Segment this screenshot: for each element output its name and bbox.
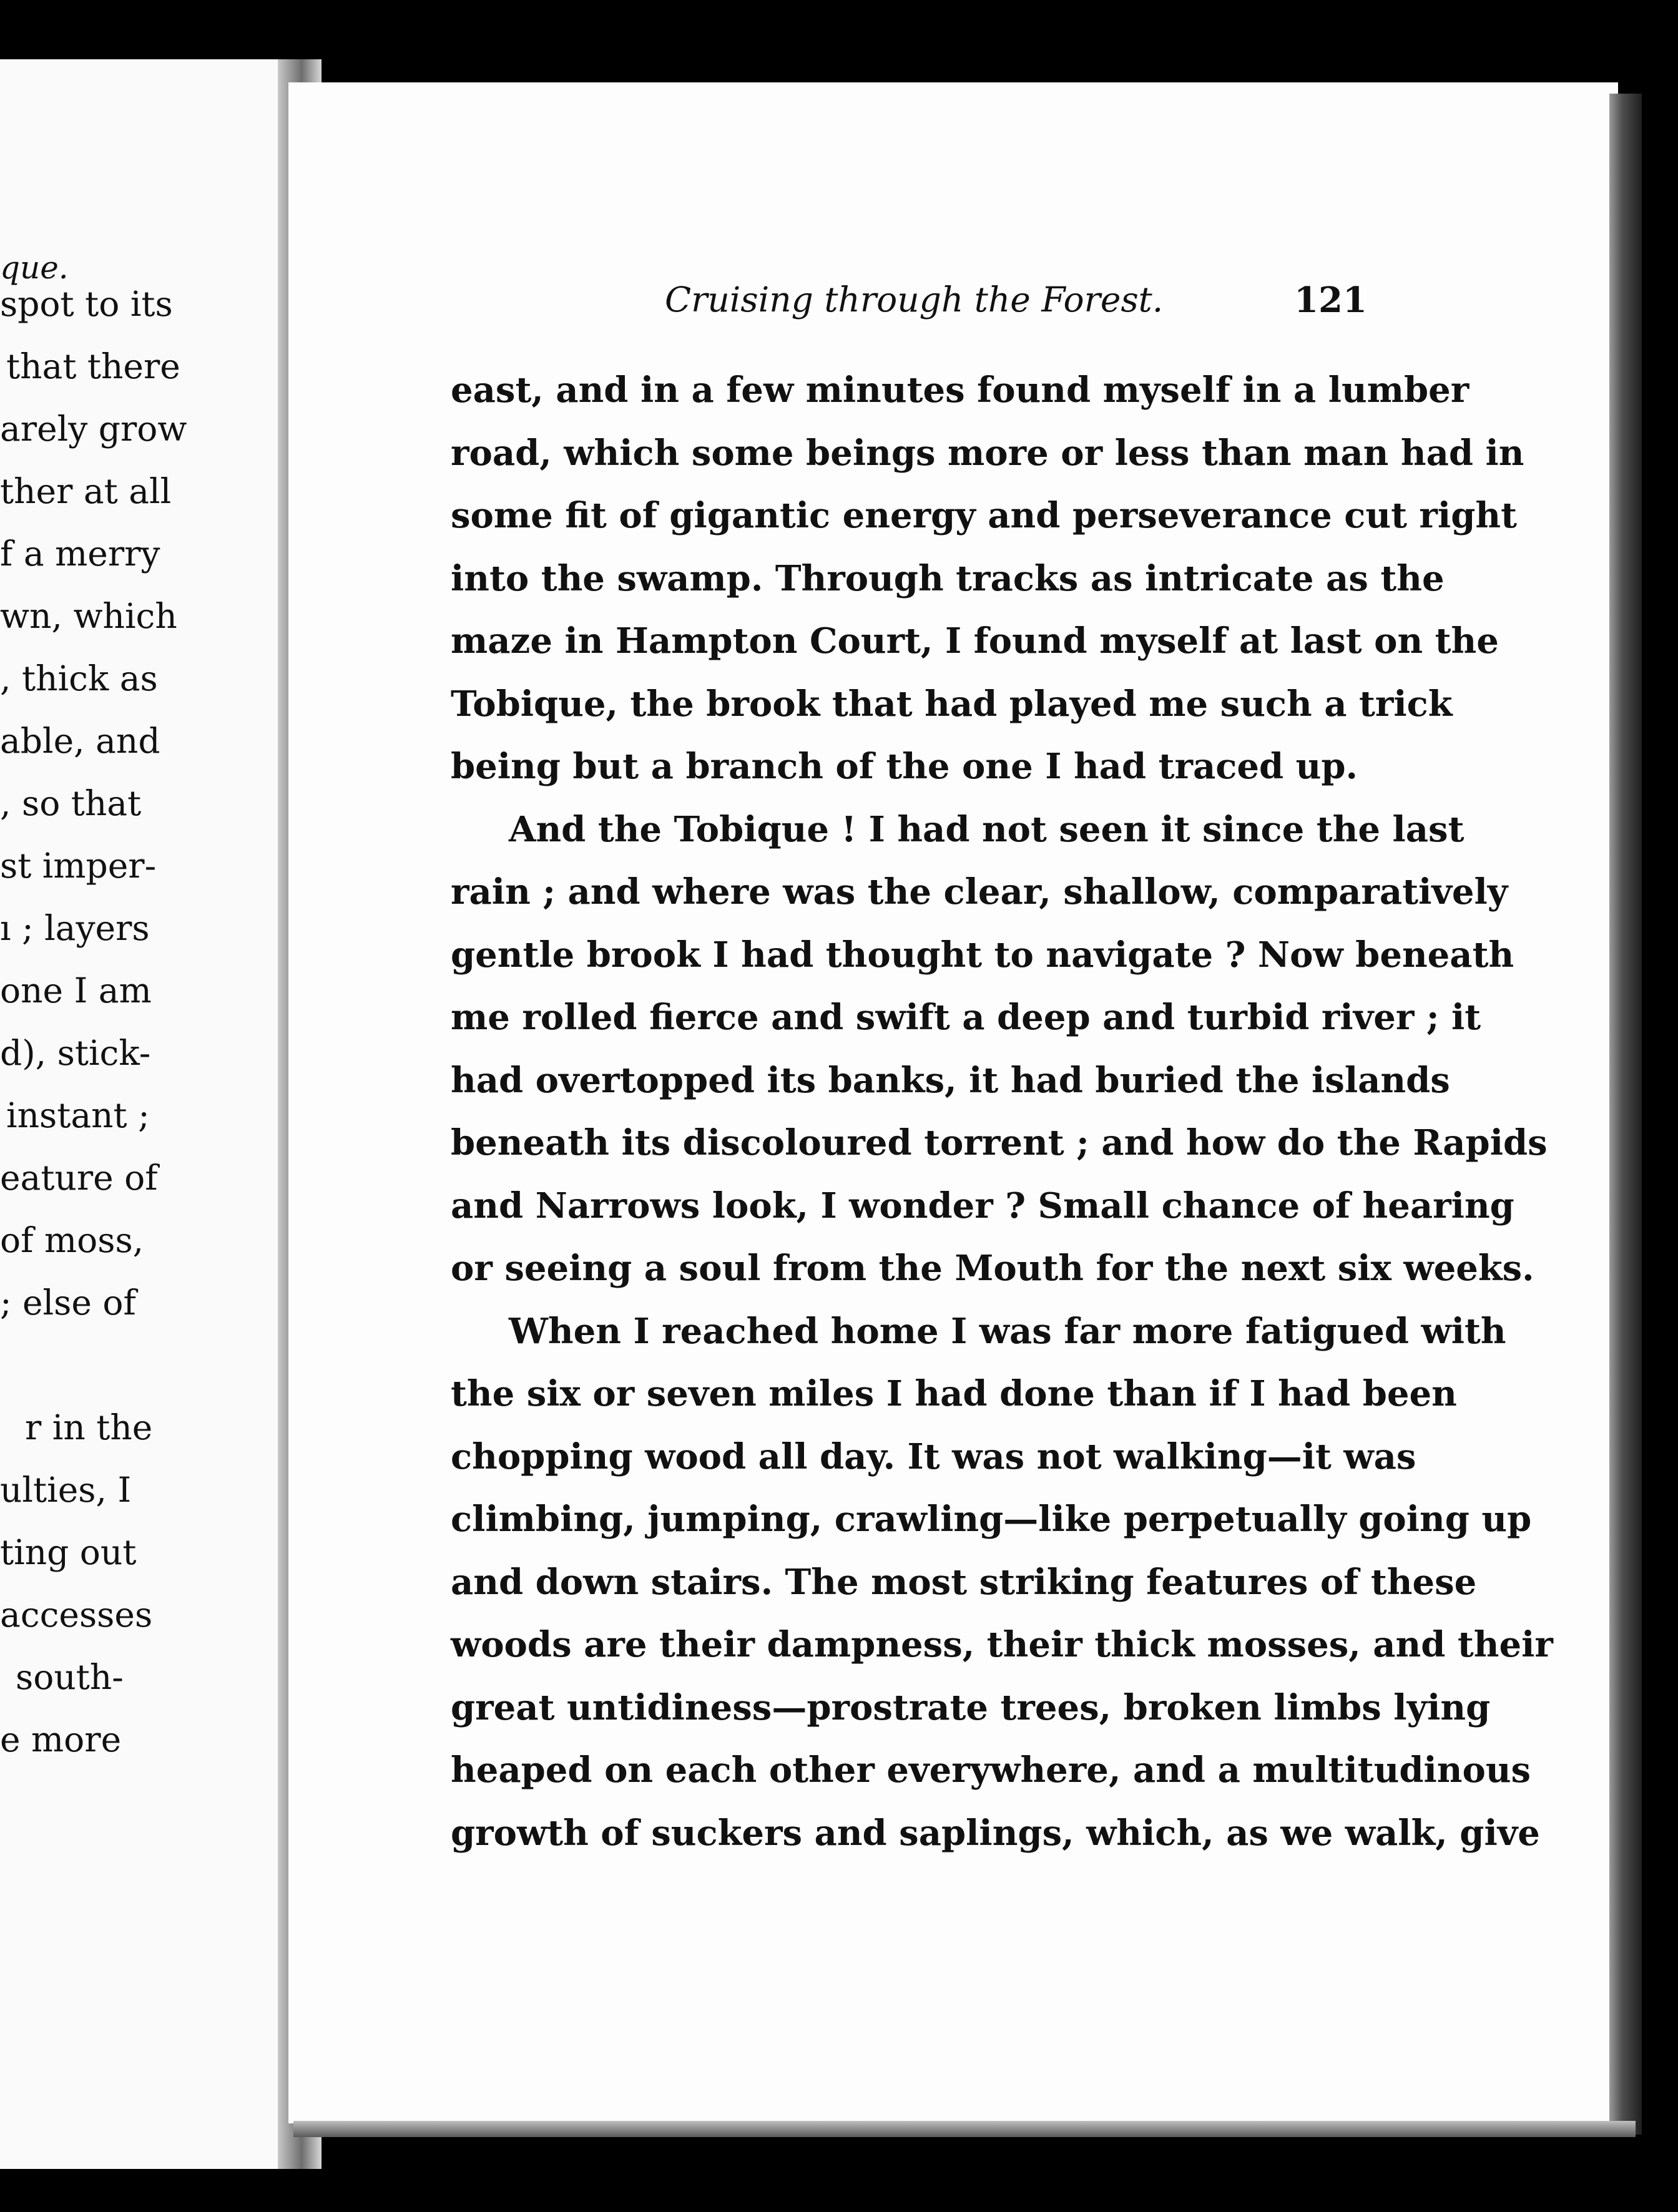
text-line: the six or seven miles I had done than if I had been bbox=[451, 1373, 1457, 1414]
left-page-line: f a merry bbox=[0, 534, 160, 574]
text-line: chopping wood all day. It was not walking—it was bbox=[451, 1436, 1416, 1477]
text-line: some fit of gigantic energy and perseverance cut right bbox=[451, 495, 1517, 536]
left-page-line: r in the bbox=[25, 1407, 153, 1447]
left-page-line: d), stick- bbox=[0, 1033, 151, 1073]
page-number: 121 bbox=[1294, 280, 1367, 321]
text-line: had overtopped its banks, it had buried the islands bbox=[451, 1060, 1450, 1101]
text-line: climbing, jumping, crawling—like perpetually going up bbox=[451, 1499, 1532, 1540]
text-line: woods are their dampness, their thick mosses, and their bbox=[451, 1624, 1553, 1665]
left-page-line: eature of bbox=[0, 1158, 158, 1198]
text-line: heaped on each other everywhere, and a multitudinous bbox=[451, 1750, 1531, 1791]
left-page-line: spot to its bbox=[0, 284, 173, 324]
left-page-line: st imper- bbox=[0, 846, 157, 886]
text-line: rain ; and where was the clear, shallow, comparatively bbox=[451, 871, 1508, 913]
text-line: me rolled fierce and swift a deep and turbid river ; it bbox=[451, 997, 1481, 1038]
left-page-line: able, and bbox=[0, 721, 160, 761]
running-head bbox=[665, 280, 1367, 330]
text-line: road, which some beings more or less than man had in bbox=[451, 433, 1524, 474]
left-page-line: , thick as bbox=[0, 658, 158, 698]
text-line: and Narrows look, I wonder ? Small chance of hearing bbox=[451, 1185, 1514, 1226]
text-line: into the swamp. Through tracks as intricate as the bbox=[451, 558, 1445, 599]
left-running-head: que. bbox=[0, 250, 69, 286]
left-page-line: , so that bbox=[0, 783, 142, 823]
text-line: growth of suckers and saplings, which, as we walk, give bbox=[451, 1813, 1540, 1854]
text-line: beneath its discoloured torrent ; and how do the Rapids bbox=[451, 1122, 1548, 1163]
text-line: gentle brook I had thought to navigate ? Now beneath bbox=[451, 934, 1514, 976]
running-title: Cruising through the Forest. bbox=[665, 280, 1164, 320]
left-page-line: accesses bbox=[0, 1595, 153, 1635]
left-page-line: ı ; layers bbox=[0, 908, 150, 948]
text-line: and down stairs. The most striking features of these bbox=[451, 1562, 1477, 1603]
page-edge-right bbox=[1609, 94, 1642, 2135]
text-line: being but a branch of the one I had traced up. bbox=[451, 746, 1358, 787]
previous-page-fragment bbox=[0, 59, 284, 2169]
text-line: And the Tobique ! I had not seen it since the last bbox=[509, 809, 1465, 850]
left-page-line: ulties, I bbox=[0, 1470, 132, 1510]
text-line: great untidiness—prostrate trees, broken limbs lying bbox=[451, 1687, 1491, 1728]
page-edge-bottom bbox=[293, 2121, 1636, 2137]
left-page-line: arely grow bbox=[0, 409, 187, 449]
text-line: maze in Hampton Court, I found myself at last on the bbox=[451, 620, 1499, 662]
left-page-line: wn, which bbox=[0, 596, 177, 636]
left-page-line: ting out bbox=[0, 1532, 137, 1572]
text-line: Tobique, the brook that had played me such a trick bbox=[451, 683, 1453, 725]
left-page-line: ; else of bbox=[0, 1283, 136, 1323]
left-page-line: that there bbox=[6, 346, 180, 386]
left-page-line: south- bbox=[16, 1657, 124, 1697]
text-line: east, and in a few minutes found myself in a lumber bbox=[451, 369, 1469, 411]
left-page-line: ther at all bbox=[0, 471, 172, 511]
left-page-line: of moss, bbox=[0, 1220, 144, 1260]
text-line: or seeing a soul from the Mouth for the next six weeks. bbox=[451, 1248, 1534, 1289]
text-line: When I reached home I was far more fatigued with bbox=[509, 1311, 1506, 1352]
left-page-line: instant ; bbox=[6, 1095, 150, 1135]
left-page-line: e more bbox=[0, 1720, 122, 1759]
left-page-line: one I am bbox=[0, 971, 152, 1011]
